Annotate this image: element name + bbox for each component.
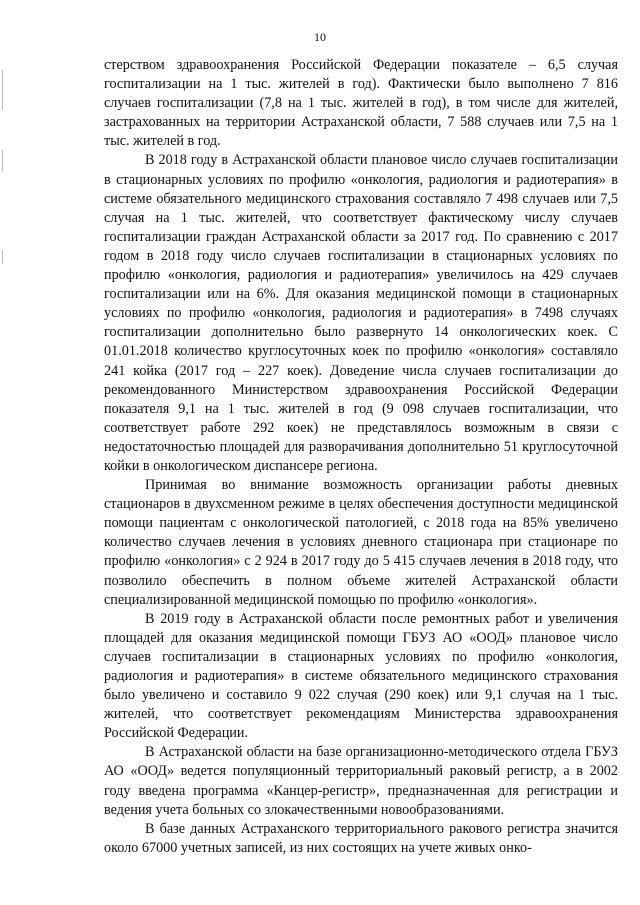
paragraph: стерством здравоохранения Российской Федерации показателе – 6,5 случая госпитализации на 1 тыс. жителей в год). Фактически было выполнено 7 816 случаев госпитализации (7,8 на 1 тыс. жителей в год), в том числе для жителей, застрахованных на территории Астраханской области, 7 588 случаев или 7,5 на 1 тыс. жителей в год. bbox=[104, 57, 618, 150]
scan-edge-mark bbox=[2, 150, 3, 172]
body-text bbox=[104, 56, 618, 858]
paragraph: В базе данных Астраханского территориального ракового регистра значится около 67000 учетных записей, из них состоящих на учете живых онко- bbox=[104, 820, 618, 856]
paragraph: В 2019 году в Астраханской области после ремонтных работ и увеличения площадей для оказания медицинской помощи ГБУЗ АО «ООД» плановое число случаев госпитализации в стационарных условиях по профилю «онкология, радиология и радиотерапия» в системе обязательного медицинского страхования было увеличено и составило 9 022 случая (290 коек) или 9,1 случая на 1 тыс. жителей, что соответствует рекомендациям Министерства здравоохранения Российской Федерации. bbox=[104, 610, 618, 742]
paragraph: Принимая во внимание возможность организации работы дневных стационаров в двухсменном режиме в целях обеспечения доступности медицинской помощи пациентам с онкологической патологией, с 2018 года на 85% увеличено количество случаев лечения в условиях дневного стационара при стационаре по профилю «онкология» с 2 924 в 2017 году до 5 415 случаев лечения в 2018 году, что позволило обеспечить в полном объеме жителей Астраханской области специализированной медицинской помощью по профилю «онкология». bbox=[104, 477, 618, 608]
scan-edge-mark bbox=[2, 70, 3, 110]
paragraph: В Астраханской области на базе организационно-методического отдела ГБУЗ АО «ООД» ведется популяционный территориальный раковый регистр, а в 2002 году введена программа «Канцер-регистр», предназначенная для регистрации и ведения учета больных со злокачественными новообразованиями. bbox=[104, 744, 618, 818]
page-number: 10 bbox=[314, 30, 326, 44]
paragraph: В 2018 году в Астраханской области плановое число случаев госпитализации в стационарных условиях по профилю «онкология, радиология и радиотерапия» в системе обязательного медицинского страхования составляло 7 498 случаев или 7,5 случая на 1 тыс. жителей, что соответствует фактическому числу случаев госпитализации граждан Астраханской области за 2017 год. По сравнению с 2017 годом в 2018 году число случаев госпитализации в стационарных условиях по профилю «онкология, радиология и радиотерапия» увеличилось на 429 случаев госпитализации или на 6%. Для оказания медицинской помощи в стационарных условиях по профилю «онкология, радиология и радиотерапия» в 7498 случаях госпитализации дополнительно было развернуто 14 онкологических коек. С 01.01.2018 количество круглосуточных коек по профилю «онкология» составляло 241 койка (2017 год – 227 коек). Доведение числа случаев госпитализации до рекомендованного Министерством здравоохранения Российской Федерации показателя 9,1 на 1 тыс. жителей в год (9 098 случаев госпитализации, что соответствует работе 292 коек) не представлялось возможным в связи с недостаточностью площадей для разворачивания дополнительно 51 круглосуточной койки в онкологическом диспансере региона. bbox=[104, 152, 618, 474]
scan-edge-mark bbox=[2, 250, 3, 264]
